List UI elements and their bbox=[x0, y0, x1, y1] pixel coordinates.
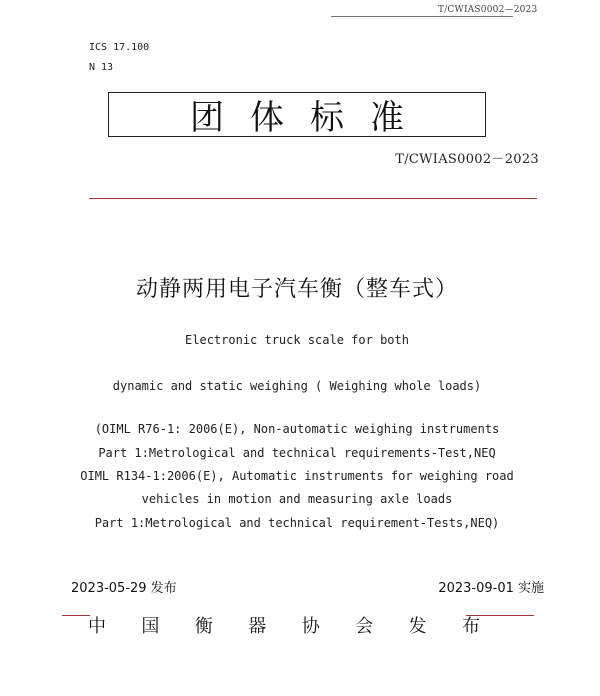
issuer-char: 协 bbox=[301, 616, 320, 637]
chinese-title: 动静两用电子汽车衡（整车式） bbox=[135, 277, 458, 302]
title-divider bbox=[89, 198, 537, 199]
ccs-code: N 13 bbox=[89, 62, 114, 73]
issuer-char: 中 bbox=[88, 616, 106, 637]
issuer-name bbox=[75, 612, 493, 638]
group-standard-title-box bbox=[108, 92, 486, 137]
issuer-char: 器 bbox=[248, 616, 267, 637]
issuer-char: 国 bbox=[141, 616, 160, 637]
reference-line-2: Part 1:Metrological and technical requirements-Test,NEQ bbox=[98, 446, 496, 460]
header-rule bbox=[331, 16, 513, 17]
header-standard-code: T/CWIAS0002—2023 bbox=[438, 5, 538, 15]
issuer-char: 衡 bbox=[194, 616, 213, 637]
issuer-char: 发 bbox=[408, 616, 427, 637]
issuer-char: 布 bbox=[461, 616, 480, 637]
issuer-char: 会 bbox=[355, 616, 374, 637]
issue-date: 2023-05-29 发布 bbox=[71, 581, 177, 596]
group-standard-title: 团体标准 bbox=[190, 98, 430, 138]
reference-line-1: (OIML R76-1: 2006(E), Non-automatic weighing instruments bbox=[94, 422, 500, 436]
reference-line-3: OIML R134-1:2006(E), Automatic instruments for weighing road bbox=[80, 469, 514, 483]
english-title-line-2: dynamic and static weighing ( Weighing whole loads) bbox=[112, 379, 482, 393]
reference-line-5: Part 1:Metrological and technical requirement-Tests,NEQ) bbox=[94, 516, 500, 530]
standard-number: T/CWIAS0002－2023 bbox=[395, 152, 539, 167]
implementation-date: 2023-09-01 实施 bbox=[438, 581, 544, 596]
reference-line-4: vehicles in motion and measuring axle loads bbox=[141, 492, 453, 506]
english-title-line-1: Electronic truck scale for both bbox=[185, 333, 409, 347]
ics-code: ICS 17.100 bbox=[89, 42, 150, 53]
